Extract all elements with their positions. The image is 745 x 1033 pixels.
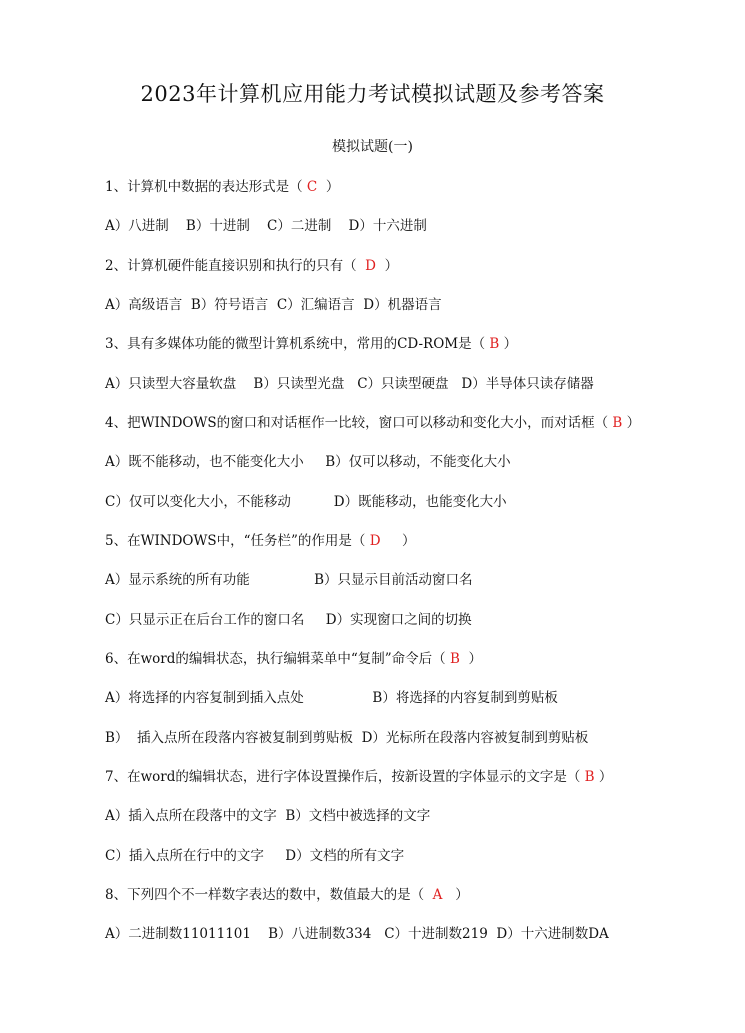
options-4-ab: A）既不能移动，也不能变化大小 B）仅可以移动，不能变化大小 — [105, 454, 511, 470]
options-7-cd: C）插入点所在行中的文字 D）文档的所有文字 — [105, 848, 405, 864]
answer-2: D — [365, 258, 376, 274]
options-5-ab: A）显示系统的所有功能 B）只显示目前活动窗口名 — [105, 572, 473, 588]
question-3: 3、具有多媒体功能的微型计算机系统中，常用的CD-ROM是（ B ） — [105, 336, 518, 352]
options-5-cd: C）只显示正在后台工作的窗口名 D）实现窗口之间的切换 — [105, 612, 472, 628]
section-subtitle: 模拟试题(一) — [332, 139, 413, 155]
question-6: 6、在word的编辑状态，执行编辑菜单中“复制”命令后（ B ） — [105, 651, 482, 667]
options-6-ab: A）将选择的内容复制到插入点处 B）将选择的内容复制到剪贴板 — [105, 690, 558, 706]
question-2: 2、计算机硬件能直接识别和执行的只有（ D ） — [105, 258, 399, 274]
question-1: 1、计算机中数据的表达形式是（ C ） — [105, 179, 340, 195]
options-3: A）只读型大容量软盘 B）只读型光盘 C）只读型硬盘 D）半导体只读存储器 — [105, 376, 594, 392]
answer-3: B — [489, 336, 500, 352]
answer-8: A — [432, 887, 443, 903]
answer-5: D — [369, 533, 381, 549]
question-7: 7、在word的编辑状态，进行字体设置操作后，按新设置的字体显示的文字是（ B ） — [105, 769, 613, 785]
options-4-cd: C）仅可以变化大小，不能移动 D）既能移动，也能变化大小 — [105, 494, 507, 510]
options-7-ab: A）插入点所在段落中的文字 B）文档中被选择的文字 — [105, 808, 431, 824]
question-8: 8、下列四个不一样数字表达的数中，数值最大的是（ A ） — [105, 887, 469, 903]
options-1: A）八进制 B）十进制 C）二进制 D）十六进制 — [105, 218, 427, 234]
answer-7: B — [584, 769, 595, 785]
document-title: 2023年计算机应用能力考试模拟试题及参考答案 — [140, 82, 605, 106]
answer-6: B — [449, 651, 460, 667]
options-6-cd: B） 插入点所在段落内容被复制到剪贴板 D）光标所在段落内容被复制到剪贴板 — [105, 730, 589, 746]
options-8: A）二进制数11011101 B）八进制数334 C）十进制数219 D）十六进制数DA — [105, 926, 609, 942]
options-2: A）高级语言 B）符号语言 C）汇编语言 D）机器语言 — [105, 297, 442, 313]
answer-1: C — [306, 179, 318, 195]
question-4: 4、把WINDOWS的窗口和对话框作一比较，窗口可以移动和变化大小，而对话框（ B ） — [105, 415, 641, 431]
question-5: 5、在WINDOWS中，“任务栏”的作用是（ D ） — [105, 533, 416, 549]
answer-4: B — [612, 415, 623, 431]
